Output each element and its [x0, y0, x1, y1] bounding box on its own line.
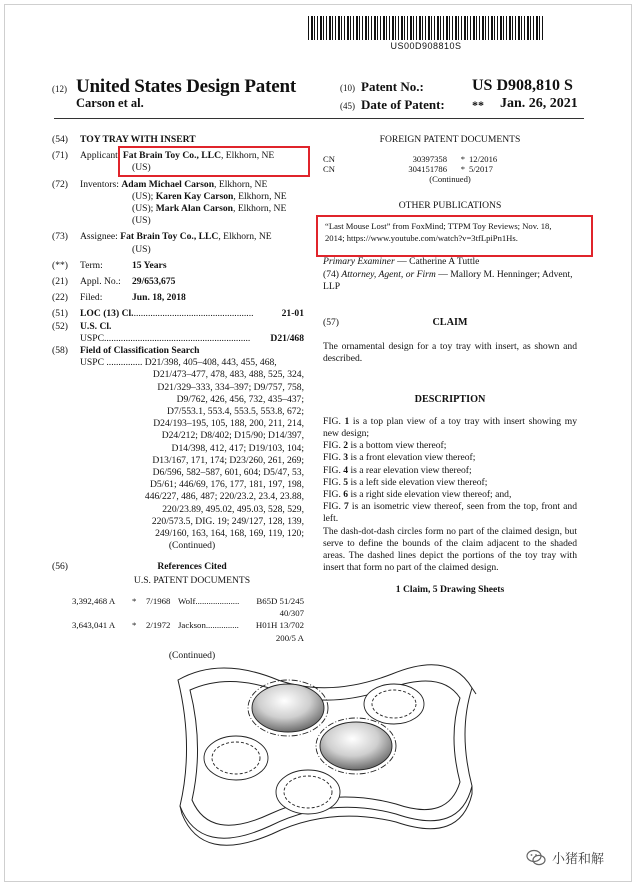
fig-item: FIG. 1 is a top plan view of a toy tray with insert showing my new design; [323, 415, 577, 440]
code-10: (10) [340, 83, 355, 93]
attorney: (74) Attorney, Agent, or Firm — Mallory M. Henninger; Advent, LLP [323, 268, 573, 292]
other-pub-text: “Last Mouse Lost” from FoxMind; TTPM Toy Reviews; Nov. 18, 2014; https://www.youtube.com/watch?v=3tfLpiPn1Hs. [325, 221, 552, 244]
date-label: Date of Patent: [361, 97, 445, 112]
toy-tray-drawing [160, 636, 490, 876]
patent-type-title: United States Design Patent [76, 76, 296, 97]
appl-row: (21) Appl. No.: 29/653,675 [52, 276, 176, 288]
classification-list: D21/473–477, 478, 483, 488, 525, 324, D21/329–333, 334–397; D9/757, 758, D9/762, 426, 456, 732, 435–437; D7/553.1, 553.4, 553.5, 553.8, 672; D24/193–195, 105, 188, 200, 211, 214, D24/212; D8/402; D15/90; D14/397, D14/398, 412, 417; D19/103, 104; D13/167, 171, 174; D23/260, 261, 269; D6/596, 582–587, 601, 604; D5/47, 53, D5/61; 446/69, 176, 177, 181, 197, 198, 446/227, 486, 487; 220/23.2, 23.4, 23.88, 220/23.89, 495.02, 495.03, 528, 529, 220/573.5, DIG. 19; 249/127, 128, 139, 249/160, 163, 164, 168, 169, 119, 120; [144, 369, 304, 540]
foreign-head: FOREIGN PATENT DOCUMENTS [379, 134, 521, 145]
foreign-list: CN 30397358 * 12/2016 CN 304151786 * 5/2017 (Continued) [323, 154, 577, 184]
description-head: DESCRIPTION [414, 393, 486, 405]
barcode [308, 16, 544, 40]
patent-no-label: Patent No.: [361, 79, 424, 94]
applicant-name: Fat Brain Toy Co., LLC [122, 150, 221, 162]
inventors-short: Carson et al. [76, 96, 144, 110]
ref-item: 3,643,041 A * 2/1972 Jackson ............... H01H 13/702 200/5 A [72, 620, 304, 643]
term-row: (**) Term: 15 Years [52, 259, 167, 271]
claim-head-row: (57) CLAIM [323, 317, 468, 329]
fig-item: FIG. 6 is a right side elevation view thereof; and, [323, 489, 512, 501]
assignee-row: (73) Assignee: Fat Brain Toy Co., LLC, Elkhorn, NE (US) [52, 231, 272, 255]
refs-row: (56) References Cited [52, 560, 227, 572]
uscl-row: (52) U.S. Cl. [52, 320, 112, 332]
foreign-item: CN 30397358 * 12/2016 [323, 154, 498, 165]
fig-item: FIG. 3 is a front elevation view thereof; [323, 452, 476, 464]
fig-item: FIG. 4 is a rear elevation view thereof; [323, 464, 472, 476]
uspc-row: USPC ............................................................. D21/468 [80, 332, 304, 344]
applicant-highlight-box [118, 146, 310, 177]
examiner: Primary Examiner — Catherine A Tuttle [323, 256, 480, 268]
code-12: (12) [52, 84, 67, 94]
inventors-row: (72) Inventors: Adam Michael Carson, Elkhorn, NE (US); Karen Kay Carson, Elkhorn, NE (US); Mark Alan Carson, Elkhorn, NE (US) [52, 178, 287, 227]
claims-summary: 1 Claim, 5 Drawing Sheets [395, 584, 505, 596]
fig-list [323, 416, 577, 526]
invention-title: TOY TRAY WITH INSERT [80, 134, 196, 145]
filed-row: (22) Filed: Jun. 18, 2018 [52, 292, 186, 304]
fig-item: FIG. 2 is a bottom view thereof; [323, 440, 447, 452]
title-row: (54) TOY TRAY WITH INSERT [52, 134, 304, 146]
fig-item: FIG. 7 is an isometric view thereof, seen from the top, front and left. [323, 501, 577, 525]
field-search-row: (58) Field of Classification Search USPC ............... D21/398, 405–408, 443, 455, 468, D21/473–477, 478, 483, 488, 525, 324, D21/329–333, 334–397; D9/757, 758, D9/762, 426, 456, 732, 435–437; D7/553.1, 553.4, 553.5, 553.8, 672; D24/193–195, 105, 188, 200, 211, 214, D24/212; D8/402; D15/90; D14/397, D14/398, 412, 417; D19/103, 104; D13/167, 171, 174; D23/260, 261, 269; D6/596, 582–587, 601, 604; D5/47, 53, D5/61; 446/69, 176, 177, 181, 197, 198, 446/227, 486, 487; 220/23.2, 23.4, 23.88, 220/23.89, 495.02, 495.03, 528, 529, 220/573.5, DIG. 19; 249/127, 128, 139, 249/160, 163, 164, 168, 169, 119, 120; (Continued) [52, 345, 304, 552]
patent-no: US D908,810 S [472, 77, 573, 94]
fig-item: FIG. 5 is a left side elevation view thereof; [323, 476, 488, 488]
patent-date: Jan. 26, 2021 [500, 96, 578, 111]
description-note: The dash-dot-dash circles form no part of the claimed design, but serve to define the bounds of the claim adjacent to the shaded areas. The dashed lines depict the portions of the toy tray with insert that form no part of the claimed design. [323, 525, 577, 574]
date-star: ** [472, 98, 484, 112]
header-rule [54, 118, 584, 119]
left-column: (54) TOY TRAY WITH INSERT (71) Applicant: Fat Brain Toy Co., LLC, Elkhorn, NE (US) (72) Inventors: Adam Michael Carson, Elkhorn, NE (US); Karen Kay Carson, Elkhorn, NE (US); Mark Alan Carson, Elkhorn, NE (US) (73) Assignee: Fat Brain Toy Co., LLC, Elkhorn, NE (US) (**) Term: 15 Years (21) Appl. No.: 29/653,675 (22) Filed: Jun. 18, 2018 (51) LOC (13) Cl. .................................................. 21-01 (52) U.S. Cl. USPC ............................................................. D21/468 (58) Field of Classification Search USPC ............... D21/398, 405–408, 443, 455, 468, D21/473–477, 478, 483, 488, 525, 324, D21/329–333, 334–397; D9/757, 758, D9/762, 426, 456, 732, 435–437; D7/553.1, 553.4, 553.5, 553.8, 672; D24/193–195, 105, 188, 200, 211, 214, D24/212; D8/402; D15/90; D14/397, D14/398, 412, 417; D19/103, 104; D13/167, 171, 174; D23/260, 261, 269; D6/596, 582–587, 601, 604; D5/47, 53, D5/61; 446/69, 176, 177, 181, 197, 198, 446/227, 486, 487; 220/23.2, 23.4, 23.88, 220/23.89, 495.02, 495.03, 528, 529, 220/573.5, DIG. 19; 249/127, 128, 139, 249/160, 163, 164, 168, 169, 119, 120; (Continued) (56) References Cited U.S. PATENT DOCUMENTS 3,392,468 A * 7/1968 Wolf .................... B65D 51/245 40/307 3,643,041 A * 2/1972 Jackson ............... H01H 13/702 200/5 A (Continued) [52, 134, 304, 661]
barcode-text: US00D908810S [390, 41, 462, 51]
watermark-text: 小猪和解 [552, 852, 605, 867]
wechat-icon [526, 849, 546, 867]
applicant-row: (71) Applicant: Fat Brain Toy Co., LLC, Elkhorn, NE (US) [52, 150, 275, 174]
loc-row: (51) LOC (13) Cl. .................................................. 21-01 [52, 308, 304, 320]
claim-text: The ornamental design for a toy tray with insert, as shown and described. [323, 341, 577, 365]
other-pubs-head: OTHER PUBLICATIONS [398, 200, 502, 212]
watermark [526, 848, 604, 867]
ref-item: 3,392,468 A * 7/1968 Wolf .................... B65D 51/245 40/307 [72, 595, 304, 619]
publication-highlight-box [316, 215, 593, 257]
foreign-item: CN 304151786 * 5/2017 [323, 164, 493, 175]
code-45: (45) [340, 101, 355, 111]
right-column [323, 134, 577, 597]
